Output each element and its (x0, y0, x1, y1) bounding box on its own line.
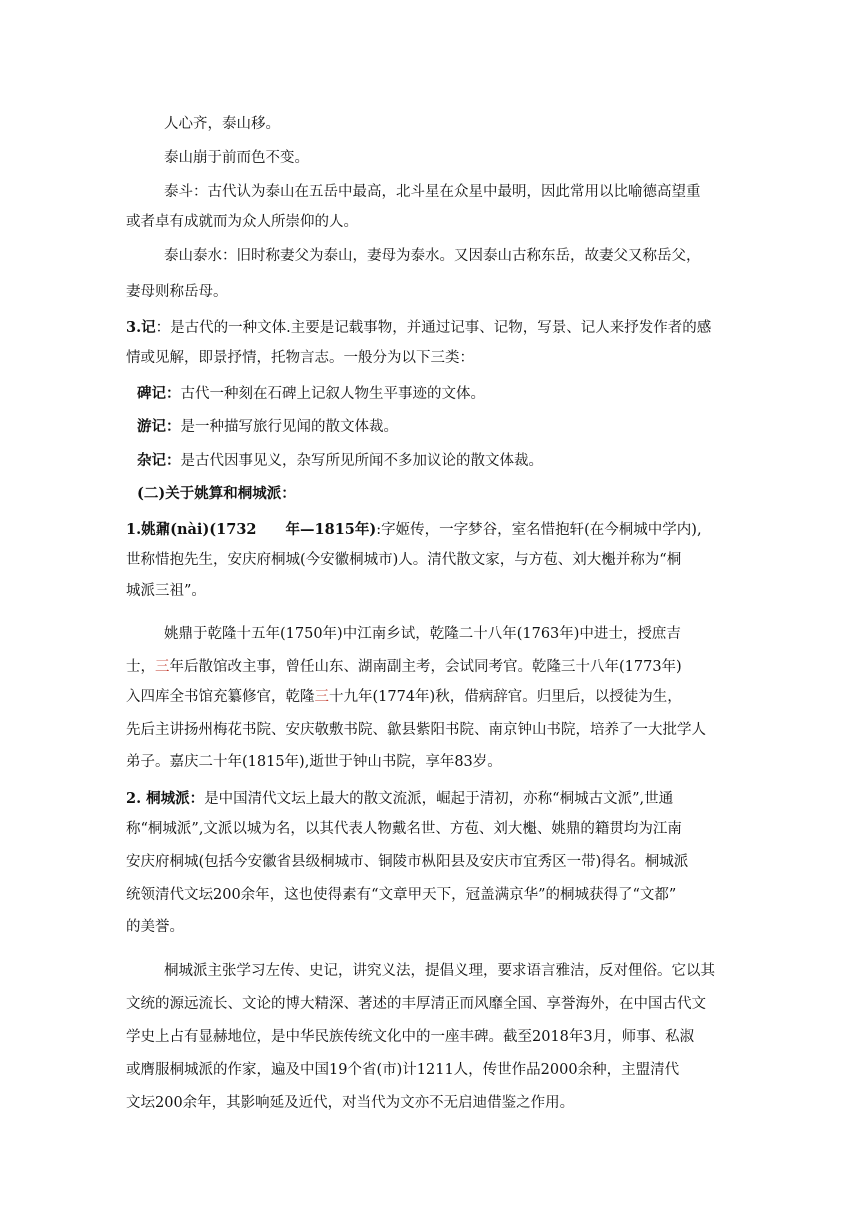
text: (二)关于姚算和桐城派： (137, 485, 296, 502)
text: 是古代因事见义，杂写所见所闻不多加议论的散文体裁。 (180, 453, 543, 469)
text: 士， (126, 659, 155, 675)
paragraph-line (126, 1028, 694, 1046)
paragraph-line (126, 1061, 679, 1079)
paragraph-line (126, 1094, 574, 1112)
list-item-youji (137, 418, 398, 436)
paragraph-line (126, 820, 682, 838)
section-heading-yaonai (126, 521, 702, 539)
text: 的美誉。 (126, 919, 184, 935)
text: 学史上占有显赫地位，是中华民族传统文化中的一座丰碑。截至2018年3月，师事、私淑 (126, 1029, 695, 1045)
list-item-beiji (137, 385, 485, 403)
paragraph-line (126, 753, 502, 771)
term-label: 杂记： (137, 452, 181, 469)
paragraph-line (126, 688, 682, 706)
heading-label: 1.姚鼐(nài)(1732 年—1815年) (126, 521, 377, 538)
text: 城派三祖”。 (126, 583, 206, 599)
text: 泰山泰水：旧时称妻父为泰山，妻母为泰水。又因泰山古称东岳，故妻父又称岳父， (164, 248, 701, 264)
highlighted-text: 三 (314, 689, 329, 705)
text: 十九年(1774年)秋，借病辞官。归里后，以授徒为生， (329, 689, 682, 705)
paragraph-line (126, 995, 706, 1013)
term-label: 游记： (137, 418, 181, 435)
text: 世称惜抱先生，安庆府桐城(今安徽桐城市)人。清代散文家，与方苞、刘大櫆并称为“桐 (126, 552, 682, 568)
text: 妻母则称岳母。 (126, 284, 228, 300)
text: 是中国清代文坛上最大的散文流派，崛起于清初，亦称“桐城古文派”,世通 (204, 791, 674, 807)
paragraph-line (164, 183, 701, 201)
paragraph-line (164, 149, 309, 167)
term-label: 碑记： (137, 385, 181, 402)
section-heading-tongchengpai (126, 790, 673, 808)
text: 姚鼎于乾隆十五年(1750年)中江南乡试，乾隆二十八年(1763年)中进士，授庶吉 (164, 626, 681, 642)
text: :字姬传，一字梦谷，室名惜抱轩(在今桐城中学内), (376, 522, 702, 538)
paragraph-line (126, 213, 358, 231)
text: 桐城派主张学习左传、史记，讲究义法，提倡义理，要求语言雅洁，反对俚俗。它以其 (164, 963, 715, 979)
text: 是一种描写旅行见闻的散文体裁。 (180, 419, 398, 435)
paragraph-line (126, 283, 228, 301)
text: 或者卓有成就而为众人所崇仰的人。 (126, 214, 358, 230)
text: 安庆府桐城(包括今安徽省县级桐城市、铜陵市枞阳县及安庆市宜秀区一带)得名。桐城派 (126, 854, 689, 870)
text: 称“桐城派”,文派以城为名，以其代表人物戴名世、方苞、刘大櫆、姚鼎的籍贯均为江南 (126, 821, 682, 837)
paragraph-line (164, 962, 715, 980)
paragraph-line (126, 551, 681, 569)
paragraph-line (164, 247, 701, 265)
text: 文坛200余年，其影响延及近代，对当代为文亦不无启迪借鉴之作用。 (126, 1095, 575, 1111)
text: 情或见解，即景抒情，托物言志。一般分为以下三类： (126, 350, 474, 366)
text: ：是古代的一种文体.主要是记载事物，并通过记事、记物，写景、记人来抒发作者的感 (155, 320, 712, 336)
text: 古代一种刻在石碑上记叙人物生平事迹的文体。 (180, 386, 485, 402)
text: 入四库全书馆充纂修官，乾隆 (126, 689, 315, 705)
paragraph-line (126, 886, 676, 904)
paragraph-line (126, 721, 706, 739)
text: 年后散馆改主事，曾任山东、湖南副主考，会试同考官。乾隆三十八年(1773年) (169, 659, 682, 675)
paragraph-line (126, 349, 474, 367)
highlighted-text: 三 (155, 659, 170, 675)
text: 泰斗：古代认为泰山在五岳中最高，北斗星在众星中最明，因此常用以比喻德高望重 (164, 184, 701, 200)
paragraph-line (164, 625, 681, 643)
paragraph-line (126, 582, 206, 600)
paragraph-line (164, 115, 280, 133)
text: 文统的源远流长、文论的博大精深、著述的丰厚清正而风靡全国、享誉海外，在中国古代文 (126, 996, 706, 1012)
heading-label: 3.记 (126, 319, 156, 336)
text: 统领清代文坛200余年，这也使得素有“文章甲天下，冠盖满京华”的桐城获得了“文都” (126, 887, 677, 903)
section-heading-tongcheng (137, 485, 296, 503)
paragraph-line (126, 918, 184, 936)
section-heading-ji (126, 319, 711, 337)
text: 人心齐，泰山移。 (164, 116, 280, 132)
text: 先后主讲扬州梅花书院、安庆敬敷书院、歙县紫阳书院、南京钟山书院，培养了一大批学人 (126, 722, 706, 738)
paragraph-line (126, 853, 688, 871)
text: 或膺服桐城派的作家，遍及中国19个省(市)计1211人，传世作品2000余种，主盟清代 (126, 1062, 680, 1078)
list-item-zaji (137, 452, 543, 470)
text: 弟子。嘉庆二十年(1815年),逝世于钟山书院，享年83岁。 (126, 754, 502, 770)
heading-label: 2. 桐城派： (126, 790, 205, 807)
paragraph-line (126, 658, 682, 676)
text: 泰山崩于前而色不变。 (164, 150, 309, 166)
